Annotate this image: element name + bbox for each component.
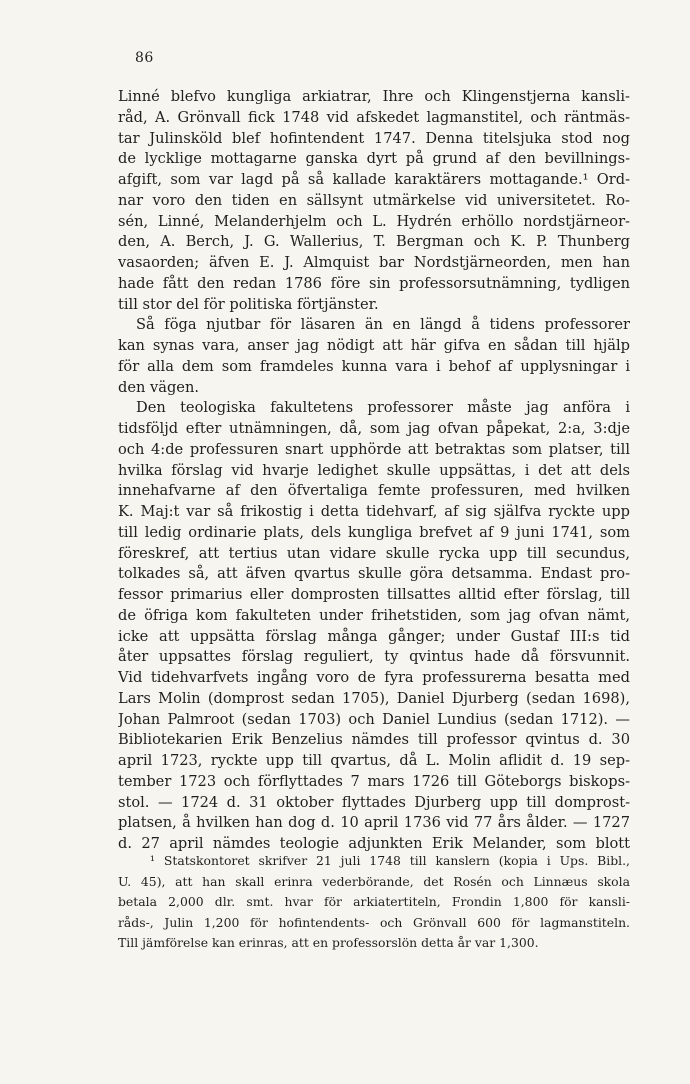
text-line: de öfriga kom fakulteten under frihetstiden, som jag ofvan nämt, bbox=[118, 606, 630, 624]
text-line: Så föga njutbar för läsaren än en längd å tidens professorer bbox=[136, 316, 630, 334]
text-line: hade fått den redan 1786 före sin professorsutnämning, tydligen bbox=[118, 274, 630, 292]
text-line: Den teologiska fakultetens professorer måste jag anföra i bbox=[136, 399, 630, 417]
text-line: den vägen. bbox=[118, 378, 199, 396]
text-line: råd, A. Grönvall fick 1748 vid afskedet lagmanstitel, och räntmäs- bbox=[118, 108, 630, 126]
text-line: nar voro den tiden en sällsynt utmärkelse vid universitetet. Ro- bbox=[118, 191, 630, 209]
text-line: för alla dem som framdeles kunna vara i behof af upplysningar i bbox=[118, 357, 630, 375]
text-line: tidsföljd efter utnämningen, då, som jag ofvan påpekat, 2:a, 3:dje bbox=[118, 420, 630, 437]
text-line: Linné blefvo kungliga arkiatrar, Ihre och Klingenstjerna kansli- bbox=[118, 88, 630, 105]
main-text bbox=[118, 87, 630, 855]
text-line: sén, Linné, Melanderhjelm och L. Hydrén erhöllo nordstjärneor- bbox=[118, 212, 630, 230]
text-line: stol. — 1724 d. 31 oktober flyttades Djurberg upp till domprost- bbox=[118, 793, 630, 811]
text-line: de lycklige mottagarne ganska dyrt på grund af den bevillnings- bbox=[118, 150, 630, 168]
text-line: föreskref, att tertius utan vidare skulle rycka upp till secundus, bbox=[118, 544, 630, 562]
text-line: tar Julinsköld blef hofintendent 1747. Denna titelsjuka stod nog bbox=[118, 129, 630, 147]
text-line: hvilka förslag vid hvarje ledighet skulle uppsättas, i det att dels bbox=[118, 461, 630, 479]
text-line: Bibliotekarien Erik Benzelius nämdes till professor qvintus d. 30 bbox=[118, 731, 630, 749]
page-number: 86 bbox=[135, 50, 154, 66]
text-line: Johan Palmroot (sedan 1703) och Daniel Lundius (sedan 1712). — bbox=[118, 710, 630, 728]
footnote-line: betala 2,000 dlr. smt. hvar för arkiatertiteln, Frondin 1,800 för kansli- bbox=[118, 894, 630, 909]
text-line: innehafvarne af den öfvertaliga femte professuren, med hvilken bbox=[118, 482, 630, 500]
text-line: d. 27 april nämdes teologie adjunkten Erik Melander, som blott bbox=[118, 835, 630, 852]
text-line: Vid tidehvarfvets ingång voro de fyra professurerna besatta med bbox=[118, 669, 630, 686]
text-line: åter uppsattes förslag reguliert, ty qvintus hade då försvunnit. bbox=[118, 648, 630, 666]
text-line: fessor primarius eller domprosten tillsattes alltid efter förslag, till bbox=[118, 586, 630, 603]
text-line: icke att uppsätta förslag många gånger; under Gustaf III:s tid bbox=[118, 627, 630, 645]
text-line: den, A. Berch, J. G. Wallerius, T. Bergman och K. P. Thunberg bbox=[118, 233, 630, 251]
text-line: till ledig ordinarie plats, dels kungliga brefvet af 9 juni 1741, som bbox=[118, 523, 630, 541]
text-line: kan synas vara, anser jag nödigt att här gifva en sådan till hjälp bbox=[118, 337, 630, 354]
text-line: tolkades så, att äfven qvartus skulle göra detsamma. Endast pro- bbox=[118, 565, 630, 583]
text-line: tember 1723 och förflyttades 7 mars 1726 till Göteborgs biskops- bbox=[118, 772, 630, 790]
footnote bbox=[118, 851, 630, 954]
text-line: K. Maj:t var så frikostig i detta tidehvarf, af sig själfva ryckte upp bbox=[118, 503, 630, 520]
footnote-line: ¹ Statskontoret skrifver 21 juli 1748 till kanslern (kopia i Ups. Bibl., bbox=[150, 853, 630, 868]
footnote-line: Till jämförelse kan erinras, att en professorslön detta år var 1,300. bbox=[118, 935, 539, 950]
text-line: platsen, å hvilken han dog d. 10 april 1736 vid 77 års ålder. — 1727 bbox=[118, 814, 630, 832]
text-line: Lars Molin (domprost sedan 1705), Daniel Djurberg (sedan 1698), bbox=[118, 689, 630, 707]
text-line: till stor del för politiska förtjänster. bbox=[118, 295, 379, 313]
text-line: och 4:de professuren snart upphörde att betraktas som platser, till bbox=[118, 440, 630, 458]
text-line: vasaorden; äfven E. J. Almquist bar Nordstjärneorden, men han bbox=[118, 254, 630, 271]
text-line: april 1723, ryckte upp till qvartus, då L. Molin aflidit d. 19 sep- bbox=[118, 752, 630, 769]
footnote-line: U. 45), att han skall erinra vederbörande, det Rosén och Linnæus skola bbox=[118, 873, 630, 889]
footnote-line: råds-, Julin 1,200 för hofintendents- och Grönvall 600 för lagmanstiteln. bbox=[118, 914, 630, 930]
text-line: afgift, som var lagd på så kallade karaktärers mottagande.¹ Ord- bbox=[118, 171, 630, 188]
